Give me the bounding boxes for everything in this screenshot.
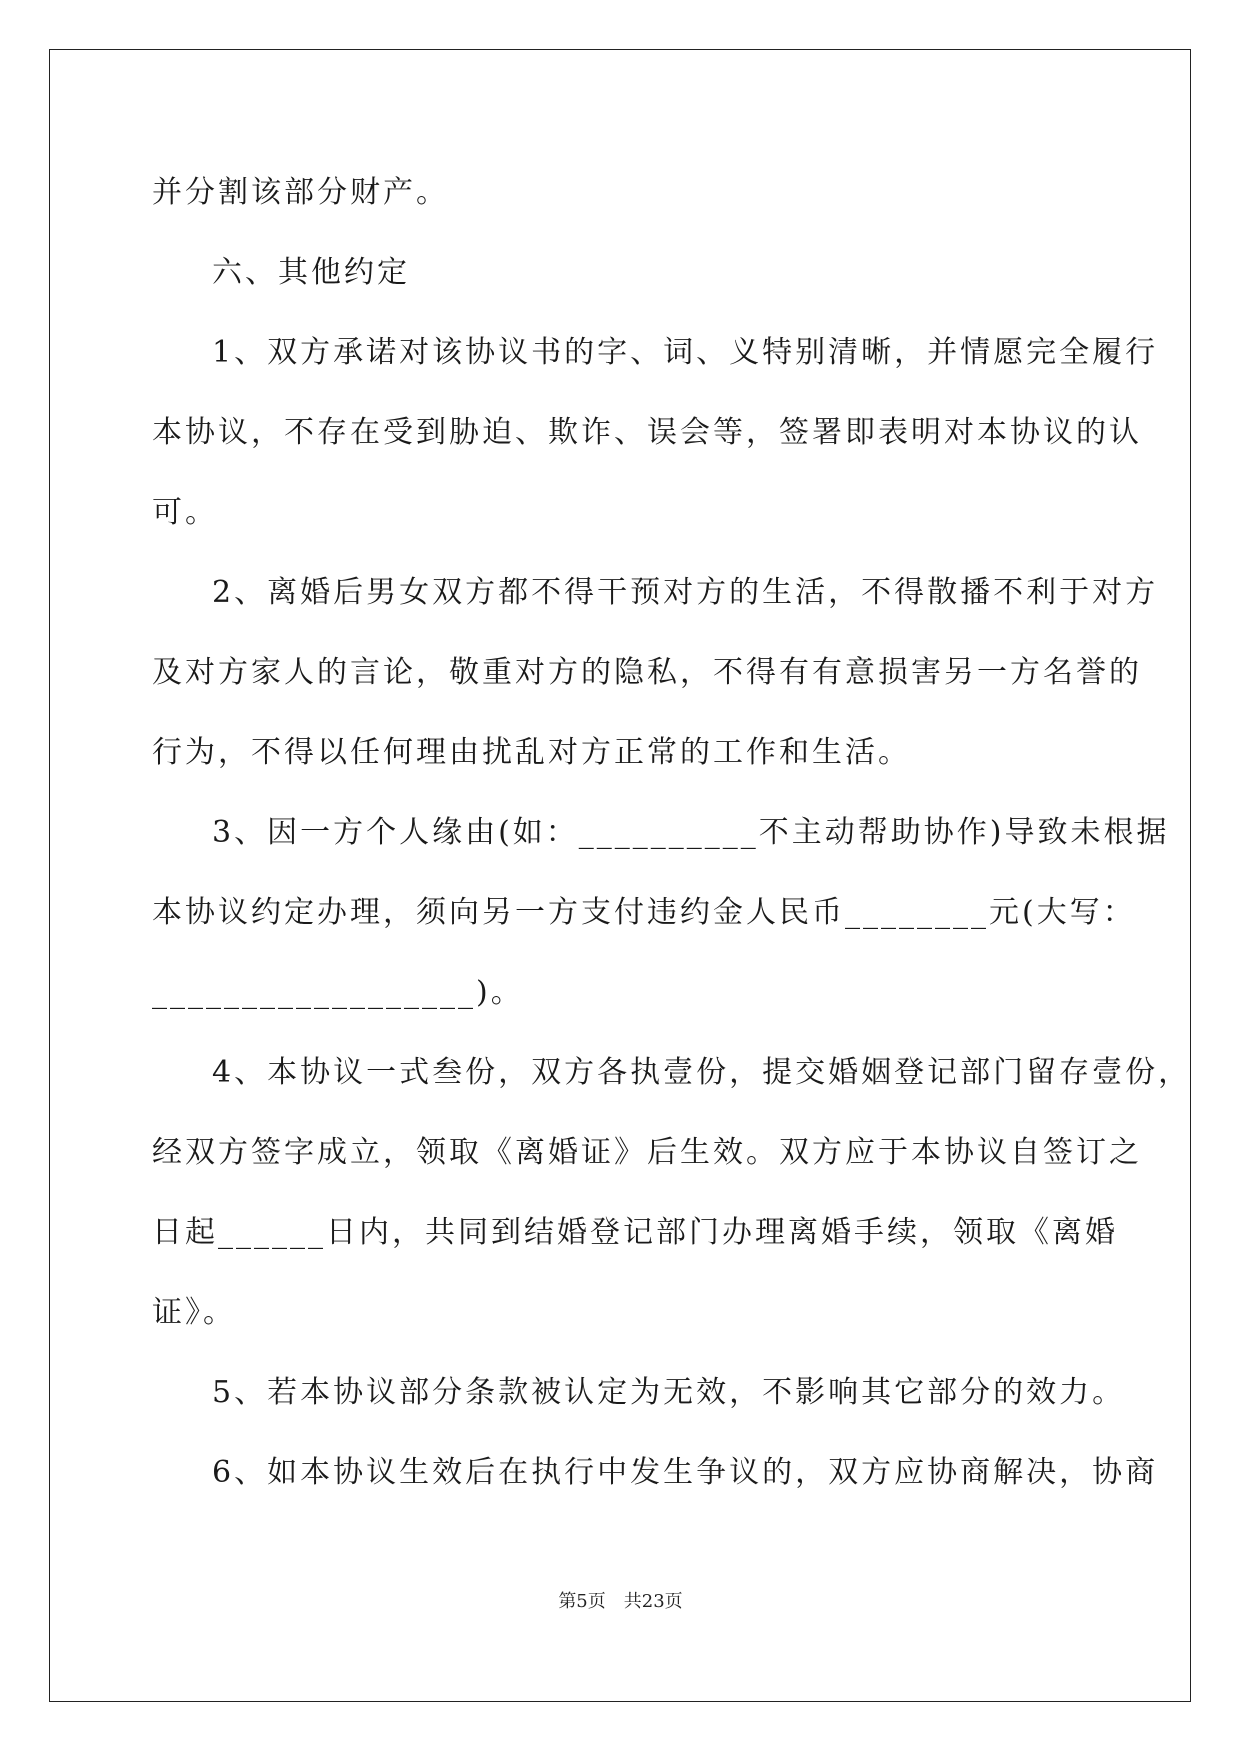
text-line: 本协议，不存在受到胁迫、欺诈、误会等，签署即表明对本协议的认	[152, 415, 1142, 450]
text-line: __________________)。	[152, 975, 524, 1010]
text-line: 行为，不得以任何理由扰乱对方正常的工作和生活。	[152, 735, 911, 770]
section-heading: 六、其他约定	[212, 255, 410, 290]
page-number: 第5页	[558, 1591, 606, 1612]
text-line: 证》。	[152, 1295, 236, 1330]
page-footer	[0, 1590, 1241, 1614]
text-line: 1、双方承诺对该协议书的字、词、义特别清晰，并情愿完全履行	[212, 335, 1159, 370]
page-total: 共23页	[623, 1591, 683, 1612]
text-line: 经双方签字成立，领取《离婚证》后生效。双方应于本协议自签订之	[152, 1135, 1142, 1170]
text-line: 本协议约定办理，须向另一方支付违约金人民币________元(大写：	[152, 895, 1136, 930]
text-line: 及对方家人的言论，敬重对方的隐私，不得有有意损害另一方名誉的	[152, 655, 1142, 690]
text-line: 3、因一方个人缘由(如：__________不主动帮助协作)导致未根据	[212, 815, 1170, 850]
text-line: 并分割该部分财产。	[152, 175, 449, 210]
text-line: 日起______日内，共同到结婚登记部门办理离婚手续，领取《离婚	[152, 1215, 1118, 1250]
text-line: 2、离婚后男女双方都不得干预对方的生活，不得散播不利于对方	[212, 575, 1159, 610]
text-line: 5、若本协议部分条款被认定为无效，不影响其它部分的效力。	[212, 1375, 1126, 1410]
text-line: 4、本协议一式叁份，双方各执壹份，提交婚姻登记部门留存壹份，	[212, 1055, 1192, 1090]
text-line: 6、如本协议生效后在执行中发生争议的，双方应协商解决，协商	[212, 1455, 1159, 1490]
text-line: 可。	[152, 495, 218, 530]
